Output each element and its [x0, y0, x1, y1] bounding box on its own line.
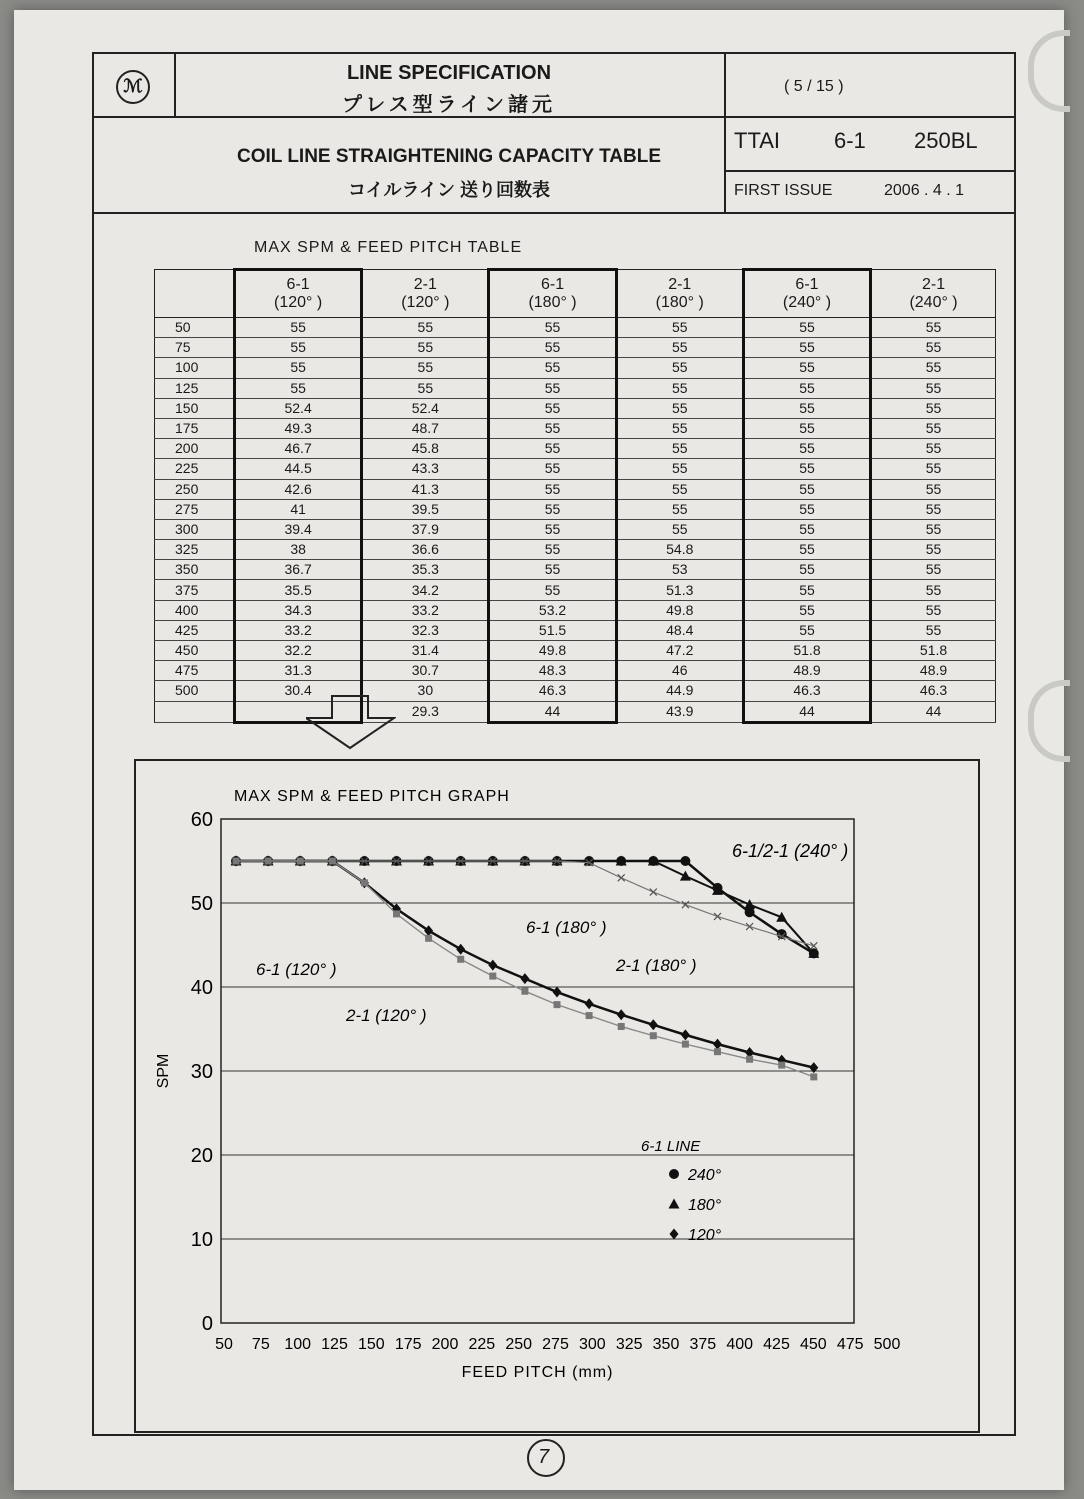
chart-title: MAX SPM & FEED PITCH GRAPH [234, 788, 510, 805]
header-block [94, 54, 1014, 214]
data-point [265, 858, 272, 865]
spm-cell: 44 [743, 701, 870, 722]
spm-cell: 55 [616, 499, 743, 519]
spm-cell: 30 [362, 681, 489, 701]
x-tick-label: 175 [394, 1336, 422, 1353]
data-point [297, 858, 304, 865]
pitch-cell: 300 [155, 519, 235, 539]
y-tick-label: 50 [190, 893, 213, 915]
x-tick-label: 100 [284, 1336, 312, 1353]
column-line: 6-1 [286, 276, 310, 293]
x-tick-label: 325 [615, 1336, 643, 1353]
spm-cell: 34.2 [362, 580, 489, 600]
spm-cell: 36.6 [362, 540, 489, 560]
table-row [155, 479, 996, 499]
spm-cell: 55 [871, 398, 996, 418]
spm-cell: 51.3 [616, 580, 743, 600]
spm-cell: 41 [235, 499, 362, 519]
table-row [155, 439, 996, 459]
spm-cell: 44.5 [235, 459, 362, 479]
pitch-cell: 225 [155, 459, 235, 479]
x-tick-label: 75 [251, 1336, 270, 1353]
spm-cell: 48.4 [616, 620, 743, 640]
spm-cell: 48.9 [743, 661, 870, 681]
spm-cell: 39.5 [362, 499, 489, 519]
data-point [714, 1048, 721, 1055]
x-tick-label: 200 [431, 1336, 459, 1353]
spm-cell: 55 [489, 318, 616, 338]
column-line: 2-1 [413, 275, 437, 293]
table-row [155, 318, 996, 338]
x-tick-label: 150 [357, 1336, 385, 1353]
pitch-cell: 75 [155, 338, 235, 358]
pitch-cell [155, 701, 235, 722]
spm-cell: 45.8 [362, 439, 489, 459]
data-point [681, 1029, 690, 1040]
spm-cell: 55 [871, 318, 996, 338]
pitch-cell: 200 [155, 439, 235, 459]
data-point [713, 1039, 722, 1050]
header-divider [94, 116, 724, 118]
spm-cell: 36.7 [235, 560, 362, 580]
data-point [586, 1012, 593, 1019]
table-row [155, 701, 996, 722]
company-code: TTAI [734, 128, 781, 153]
spm-cell: 55 [616, 358, 743, 378]
column-header [616, 270, 743, 318]
spm-cell: 55 [616, 439, 743, 459]
pitch-header [155, 270, 235, 318]
issue-row [724, 170, 1014, 212]
pitch-cell: 500 [155, 681, 235, 701]
issue-date: 2006 . 4 . 1 [884, 182, 965, 199]
data-point [489, 973, 496, 980]
spm-cell: 44 [871, 701, 996, 722]
x-tick-label: 375 [689, 1336, 717, 1353]
spm-cell: 55 [489, 378, 616, 398]
spm-cell: 55 [871, 540, 996, 560]
data-point [744, 899, 755, 909]
data-point [618, 1023, 625, 1030]
spm-cell: 42.6 [235, 479, 362, 499]
x-tick-label: 475 [836, 1336, 864, 1353]
spm-cell: 55 [489, 358, 616, 378]
spm-cell: 31.4 [362, 641, 489, 661]
column-header [235, 270, 362, 318]
spm-cell: 55 [871, 479, 996, 499]
table-row [155, 641, 996, 661]
spm-cell: 41.3 [362, 479, 489, 499]
spm-cell: 55 [871, 560, 996, 580]
data-point [554, 1001, 561, 1008]
legend-marker [669, 1169, 679, 1179]
annotation: 6-1 (120° ) [256, 960, 337, 979]
x-tick-label: 250 [505, 1336, 533, 1353]
spm-cell: 55 [871, 418, 996, 438]
page-number: 7 [538, 1446, 550, 1468]
logo-cell [94, 54, 176, 118]
spm-cell: 55 [871, 439, 996, 459]
company-logo-icon: ℳ [116, 70, 150, 104]
spm-cell: 55 [871, 519, 996, 539]
spm-cell: 54.8 [616, 540, 743, 560]
table-row [155, 580, 996, 600]
spm-cell: 55 [489, 418, 616, 438]
spm-cell: 55 [489, 580, 616, 600]
table-row [155, 398, 996, 418]
pitch-cell: 175 [155, 418, 235, 438]
y-tick-label: 30 [190, 1061, 213, 1083]
column-line: 2-1 [921, 275, 946, 293]
spm-cell: 55 [235, 378, 362, 398]
spm-cell: 55 [743, 398, 870, 418]
data-point [361, 879, 368, 886]
data-point [488, 960, 497, 971]
spm-cell: 31.3 [235, 661, 362, 681]
spm-cell: 55 [489, 338, 616, 358]
spm-cell: 46.7 [235, 439, 362, 459]
spm-cell: 30.4 [235, 681, 362, 701]
x-tick-label: 225 [468, 1336, 496, 1353]
spm-cell: 55 [616, 479, 743, 499]
line-code: 6-1 [834, 128, 866, 153]
spm-cell: 39.4 [235, 519, 362, 539]
spm-cell: 55 [743, 459, 870, 479]
x-tick-label: 300 [578, 1336, 606, 1353]
spm-cell: 43.3 [362, 459, 489, 479]
title-area [174, 54, 726, 212]
x-tick-label: 400 [726, 1336, 754, 1353]
document-page [14, 10, 1064, 1490]
x-tick-label: 425 [763, 1336, 790, 1353]
spm-cell: 55 [616, 338, 743, 358]
table-row [155, 540, 996, 560]
data-point [521, 988, 528, 995]
spm-cell: 55 [489, 499, 616, 519]
spm-cell: 55 [743, 580, 870, 600]
spm-cell: 49.8 [489, 641, 616, 661]
spm-cell: 55 [362, 338, 489, 358]
table-row [155, 600, 996, 620]
pitch-cell: 425 [155, 620, 235, 640]
pitch-cell: 350 [155, 560, 235, 580]
binder-ring [1028, 680, 1070, 762]
x-tick-label: 125 [321, 1336, 348, 1353]
spm-cell: 55 [743, 560, 870, 580]
spm-cell: 55 [489, 479, 616, 499]
data-point [457, 956, 464, 963]
data-point [680, 856, 690, 866]
spm-cell: 55 [616, 378, 743, 398]
table-row [155, 560, 996, 580]
spm-cell: 55 [743, 439, 870, 459]
spm-cell: 55 [871, 358, 996, 378]
column-header [871, 270, 996, 318]
page-label: ( 5 / 15 ) [784, 78, 844, 95]
x-tick-label: 500 [873, 1336, 901, 1353]
spm-cell: 55 [871, 459, 996, 479]
spm-cell: 55 [871, 600, 996, 620]
spm-cell: 49.3 [235, 418, 362, 438]
pitch-cell: 100 [155, 358, 235, 378]
table-row [155, 358, 996, 378]
down-arrow-icon [306, 694, 396, 750]
spm-cell: 55 [235, 338, 362, 358]
spm-cell: 55 [489, 540, 616, 560]
binder-ring [1028, 30, 1070, 112]
spm-cell: 55 [743, 499, 870, 519]
column-line: 6-1 [795, 276, 819, 293]
spm-cell: 48.9 [871, 661, 996, 681]
legend-title: 6-1 LINE [641, 1138, 701, 1155]
spm-cell: 55 [616, 459, 743, 479]
issue-label: FIRST ISSUE [734, 182, 833, 199]
legend-label: 120° [688, 1227, 722, 1244]
doc-info [724, 54, 1014, 212]
spm-cell: 53 [616, 560, 743, 580]
spm-cell: 55 [616, 418, 743, 438]
spm-cell: 55 [235, 358, 362, 378]
y-tick-label: 40 [190, 977, 213, 999]
column-line: 6-1 [540, 276, 565, 293]
data-point [456, 944, 465, 955]
column-header [743, 270, 870, 318]
table-row [155, 519, 996, 539]
spm-cell: 52.4 [362, 398, 489, 418]
series-line [236, 861, 814, 953]
column-angle: (240° ) [782, 294, 832, 311]
x-tick-label: 450 [799, 1336, 827, 1353]
spm-cell: 35.5 [235, 580, 362, 600]
spm-cell: 32.2 [235, 641, 362, 661]
spm-cell: 55 [743, 519, 870, 539]
spm-cell: 55 [362, 318, 489, 338]
spm-cell: 55 [616, 318, 743, 338]
spm-cell: 55 [871, 499, 996, 519]
spm-cell: 55 [362, 378, 489, 398]
spm-cell: 44 [489, 701, 616, 722]
data-point [585, 998, 594, 1009]
table-row [155, 378, 996, 398]
data-point [650, 1032, 657, 1039]
spm-cell: 49.8 [616, 600, 743, 620]
spm-cell: 55 [743, 600, 870, 620]
title-jp: プレス型ライン諸元 [342, 94, 556, 116]
table-row [155, 418, 996, 438]
column-angle: (180° ) [528, 294, 577, 311]
data-point [649, 1019, 658, 1030]
spm-cell: 55 [743, 479, 870, 499]
spm-cell: 55 [362, 358, 489, 378]
y-tick-label: 10 [190, 1229, 213, 1251]
model-code: 250BL [914, 128, 978, 153]
spm-cell: 55 [743, 418, 870, 438]
spm-cell: 46 [616, 661, 743, 681]
legend-marker [670, 1229, 679, 1240]
data-point [393, 910, 400, 917]
pitch-cell: 50 [155, 318, 235, 338]
doc-code [724, 116, 1014, 172]
data-point [680, 871, 691, 881]
annotation: 6-1 (180° ) [526, 918, 607, 937]
graph-box [134, 759, 980, 1433]
data-point [746, 1056, 753, 1063]
spm-cell: 33.2 [235, 620, 362, 640]
legend-label: 240° [688, 1167, 722, 1184]
spm-cell: 55 [871, 580, 996, 600]
data-point [810, 1073, 817, 1080]
y-axis-label: SPM [155, 1053, 172, 1089]
spm-cell: 33.2 [362, 600, 489, 620]
spm-cell: 55 [616, 398, 743, 418]
spm-cell: 55 [871, 620, 996, 640]
spm-cell: 55 [743, 358, 870, 378]
table-row [155, 661, 996, 681]
column-angle: (120° ) [274, 294, 323, 311]
spm-cell: 51.8 [743, 641, 870, 661]
spm-cell: 48.7 [362, 418, 489, 438]
table-row [155, 681, 996, 701]
spm-cell: 53.2 [489, 600, 616, 620]
title-en: LINE SPECIFICATION [346, 62, 552, 84]
y-tick-label: 0 [201, 1313, 213, 1335]
spm-cell: 55 [871, 378, 996, 398]
table-row [155, 338, 996, 358]
pitch-cell: 150 [155, 398, 235, 418]
spm-cell: 35.3 [362, 560, 489, 580]
spm-cell: 55 [743, 540, 870, 560]
y-tick-label: 20 [190, 1145, 213, 1167]
annotation: 6-1/2-1 (240° ) [732, 841, 849, 861]
spm-cell: 55 [743, 318, 870, 338]
spm-cell: 55 [743, 338, 870, 358]
spm-cell: 32.3 [362, 620, 489, 640]
spm-cell: 37.9 [362, 519, 489, 539]
annotation: 2-1 (180° ) [616, 956, 697, 975]
spm-cell: 55 [489, 459, 616, 479]
spm-cell: 44.9 [616, 681, 743, 701]
spm-chart [136, 761, 978, 1431]
data-point [424, 925, 433, 936]
spm-cell: 55 [489, 398, 616, 418]
spm-cell: 43.9 [616, 701, 743, 722]
column-header [489, 270, 616, 318]
data-point [778, 1062, 785, 1069]
data-point [553, 987, 562, 998]
data-point [233, 858, 240, 865]
spm-cell: 55 [489, 519, 616, 539]
column-angle: (180° ) [655, 293, 704, 311]
pitch-cell: 375 [155, 580, 235, 600]
data-point [682, 1041, 689, 1048]
spm-cell: 46.3 [743, 681, 870, 701]
pitch-cell: 275 [155, 499, 235, 519]
subtitle-jp: コイルライン 送り回数表 [348, 180, 550, 200]
x-tick-label: 350 [652, 1336, 680, 1353]
document-frame [92, 52, 1016, 1468]
spm-cell: 51.8 [871, 641, 996, 661]
column-line: 2-1 [668, 275, 692, 293]
legend-label: 180° [688, 1197, 722, 1214]
spm-cell: 55 [616, 519, 743, 539]
subtitle-en: COIL LINE STRAIGHTENING CAPACITY TABLE [237, 146, 661, 167]
spm-cell: 52.4 [235, 398, 362, 418]
legend-marker [669, 1199, 680, 1209]
pitch-cell: 125 [155, 378, 235, 398]
table-row [155, 459, 996, 479]
spm-table [154, 268, 996, 724]
data-point [617, 1009, 626, 1020]
spm-cell: 55 [489, 560, 616, 580]
column-angle: (120° ) [401, 293, 450, 311]
column-header [362, 270, 489, 318]
pitch-cell: 450 [155, 641, 235, 661]
pitch-cell: 475 [155, 661, 235, 681]
spm-cell: 48.3 [489, 661, 616, 681]
spm-cell: 34.3 [235, 600, 362, 620]
pitch-cell: 250 [155, 479, 235, 499]
pitch-cell: 400 [155, 600, 235, 620]
table-title: MAX SPM & FEED PITCH TABLE [254, 239, 523, 256]
spm-cell: 55 [743, 378, 870, 398]
data-point [425, 935, 432, 942]
spm-cell: 47.2 [616, 641, 743, 661]
spm-cell: 55 [743, 620, 870, 640]
spm-cell: 55 [235, 318, 362, 338]
x-tick-label: 50 [215, 1336, 233, 1353]
data-point [520, 973, 529, 984]
column-angle: (240° ) [909, 293, 958, 311]
spm-cell: 51.5 [489, 620, 616, 640]
y-tick-label: 60 [190, 809, 213, 831]
pitch-cell: 325 [155, 540, 235, 560]
spm-cell: 55 [871, 338, 996, 358]
spm-cell: 38 [235, 540, 362, 560]
x-tick-label: 275 [542, 1336, 569, 1353]
x-axis-label: FEED PITCH (mm) [461, 1364, 614, 1381]
spm-cell: 29.3 [362, 701, 489, 722]
table-row [155, 620, 996, 640]
spm-cell: 46.3 [489, 681, 616, 701]
spm-cell: 55 [489, 439, 616, 459]
annotation: 2-1 (120° ) [346, 1006, 427, 1025]
spm-cell: 46.3 [871, 681, 996, 701]
spm-cell: 30.7 [362, 661, 489, 681]
table-row [155, 499, 996, 519]
data-point [329, 858, 336, 865]
series-line [236, 861, 814, 953]
